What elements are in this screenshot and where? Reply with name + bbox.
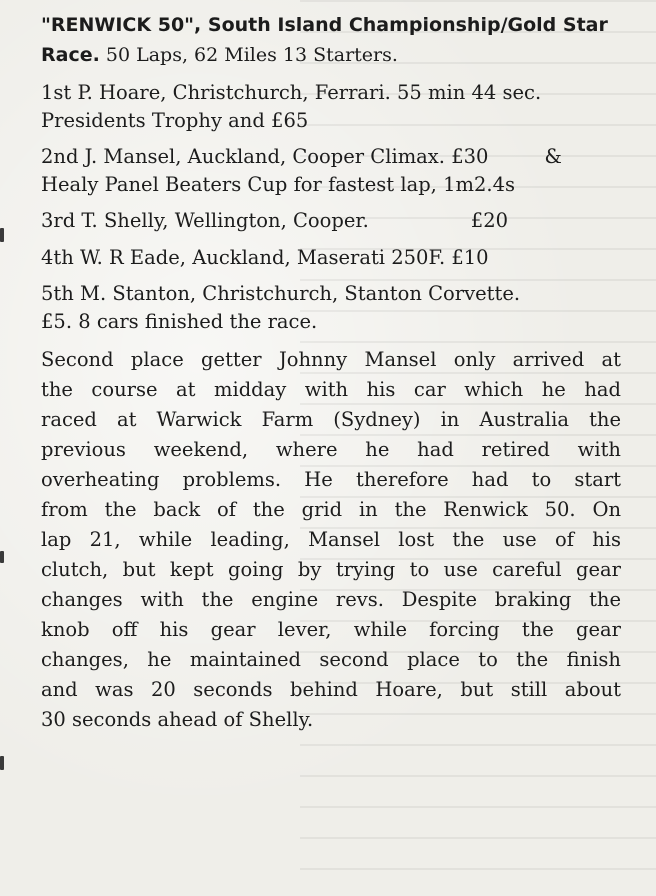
result-entry-1st (41, 79, 621, 134)
paragraph-line: changes with the engine revs. Despite braking the (41, 588, 621, 611)
result-line: Presidents Trophy and £65 (41, 108, 309, 132)
result-entry-3rd (41, 207, 621, 235)
result-prize: £20 (470, 209, 509, 232)
result-line (41, 207, 621, 235)
margin-mark (0, 756, 4, 770)
result-line: Healy Panel Beaters Cup for fastest lap, 1m2.4s (41, 172, 515, 196)
paragraph-line: previous weekend, where he had retired with (41, 438, 621, 461)
paragraph-line: lap 21, while leading, Mansel lost the use of his (41, 528, 621, 551)
result-line: 5th M. Stanton, Christchurch, Stanton Corvette. (41, 282, 521, 305)
result-text: 3rd T. Shelly, Wellington, Cooper. (41, 209, 369, 232)
race-title: "RENWICK 50", South Island Championship/Gold Star Race. (41, 14, 608, 66)
paragraph-line: from the back of the grid in the Renwick 50. On (41, 498, 621, 521)
race-heading (41, 10, 621, 70)
result-line (41, 143, 621, 171)
result-entry-5th (41, 280, 621, 335)
paragraph-line: clutch, but kept going by trying to use careful gear (41, 558, 621, 581)
result-entry-2nd (41, 143, 621, 198)
paragraph-line: raced at Warwick Farm (Sydney) in Australia the (41, 408, 621, 431)
paragraph-line: Second place getter Johnny Mansel only arrived at (41, 348, 621, 371)
race-details: 50 Laps, 62 Miles 13 Starters. (99, 44, 398, 66)
margin-mark (0, 228, 4, 242)
margin-mark (0, 551, 4, 563)
result-suffix: & (544, 145, 562, 168)
paragraph-line: 30 seconds ahead of Shelly. (41, 708, 314, 731)
race-narrative-paragraph (41, 345, 621, 735)
paragraph-line: the course at midday with his car which he had (41, 378, 621, 401)
result-entry-4th (41, 244, 621, 272)
paragraph-line: knob off his gear lever, while forcing the gear (41, 618, 621, 641)
paragraph-line: overheating problems. He therefore had to start (41, 468, 621, 491)
article-content (41, 10, 621, 735)
result-line: £5. 8 cars finished the race. (41, 309, 318, 333)
paragraph-line: changes, he maintained second place to the finish (41, 648, 621, 671)
result-line: 1st P. Hoare, Christchurch, Ferrari. 55 min 44 sec. (41, 81, 542, 104)
paragraph-line: and was 20 seconds behind Hoare, but still about (41, 678, 621, 701)
result-text: 2nd J. Mansel, Auckland, Cooper Climax. £30 (41, 145, 489, 168)
result-line: 4th W. R Eade, Auckland, Maserati 250F. £10 (41, 245, 489, 269)
